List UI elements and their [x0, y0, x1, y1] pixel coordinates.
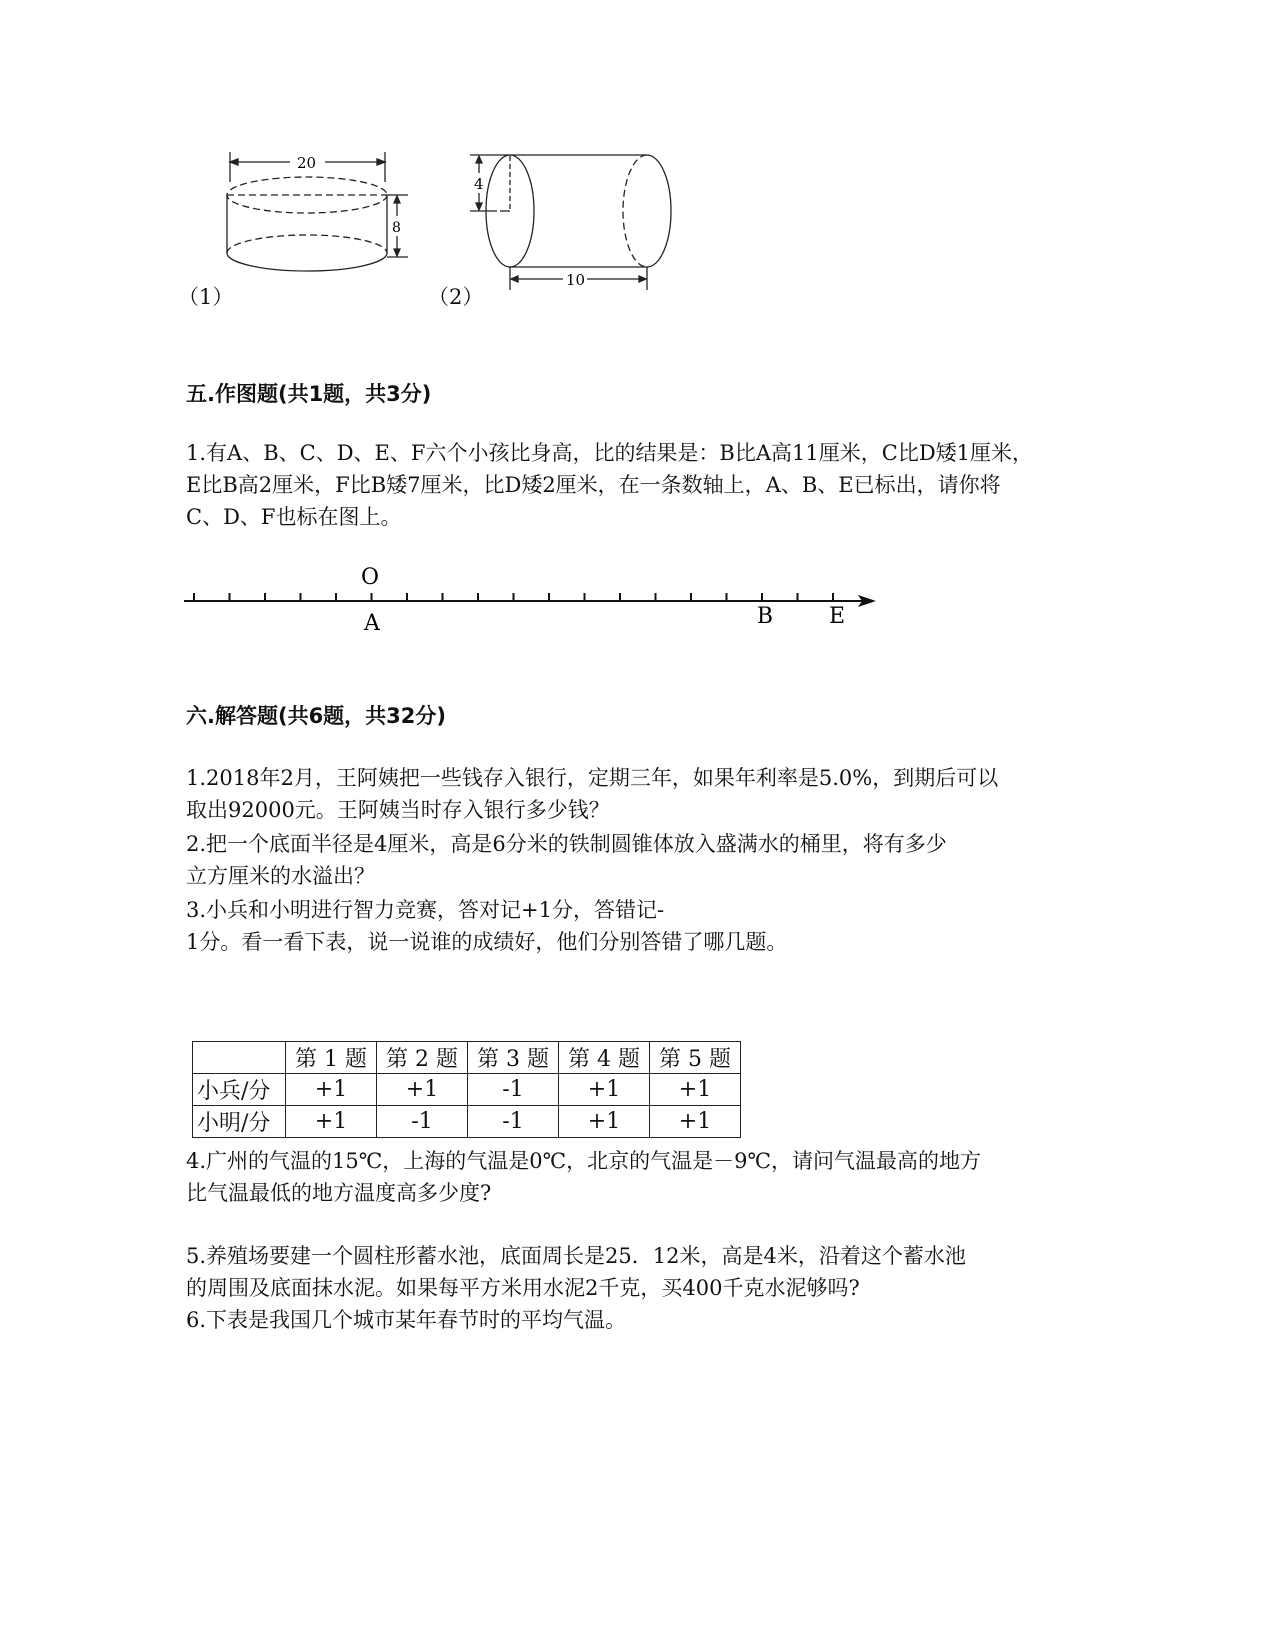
- table-header-row: [193, 1042, 741, 1074]
- table-cell: +1: [650, 1074, 741, 1106]
- fig2-label: （2）: [428, 285, 484, 309]
- table-cell: 小明/分: [193, 1106, 286, 1138]
- section6-question-1: [186, 762, 1086, 826]
- fig1-top-dimension: 20: [297, 154, 317, 172]
- section5-question-1: [186, 437, 1086, 533]
- text-line: 立方厘米的水溢出？: [186, 864, 375, 888]
- table-row: [193, 1074, 741, 1106]
- table-cell: 小兵/分: [193, 1074, 286, 1106]
- table-cell: +1: [559, 1106, 650, 1138]
- text-line: 比气温最低的地方温度高多少度?: [186, 1181, 492, 1205]
- table-cell: -1: [468, 1074, 559, 1106]
- text-line: 的周围及底面抹水泥。如果每平方米用水泥2千克，买400千克水泥够吗?: [186, 1276, 860, 1300]
- table-cell: -1: [377, 1106, 468, 1138]
- table-cell: -1: [468, 1106, 559, 1138]
- cylinder-figure-2: [465, 148, 695, 298]
- table-header-cell: 第 3 题: [468, 1042, 559, 1074]
- table-header-cell: [193, 1042, 286, 1074]
- score-table: [192, 1041, 741, 1138]
- table-cell: +1: [559, 1074, 650, 1106]
- text-line: 4.广州的气温的15℃，上海的气温是0℃，北京的气温是－9℃，请问气温最高的地方: [186, 1149, 981, 1173]
- section6-question-4: [186, 1145, 1086, 1209]
- text-line: 2.把一个底面半径是4厘米，高是6分米的铁制圆锥体放入盛满水的桶里，将有多少: [186, 832, 947, 856]
- point-label-e: E: [828, 604, 846, 629]
- table-cell: +1: [286, 1074, 377, 1106]
- text-line: 1.2018年2月，王阿姨把一些钱存入银行，定期三年，如果年利率是5.0%，到期后可以: [186, 766, 999, 790]
- text-line: 1分。看一看下表，说一说谁的成绩好，他们分别答错了哪几题。: [186, 930, 788, 954]
- text-line: 6.下表是我国几个城市某年春节时的平均气温。: [186, 1308, 627, 1332]
- fig2-left-dimension: 4: [474, 175, 484, 193]
- section6-question-6: [186, 1304, 1086, 1336]
- point-label-b: B: [756, 604, 774, 629]
- text-line: C、D、F也标在图上。: [186, 505, 402, 529]
- text-line: 3.小兵和小明进行智力竞赛，答对记+1分，答错记-: [186, 898, 665, 922]
- section6-question-2: [186, 828, 1086, 892]
- text-line: 取出92000元。王阿姨当时存入银行多少钱？: [186, 798, 610, 822]
- section6-title: 六.解答题(共6题，共32分): [186, 704, 447, 728]
- text-line: 5.养殖场要建一个圆柱形蓄水池，底面周长是25．12米，高是4米，沿着这个蓄水池: [186, 1244, 966, 1268]
- table-header-cell: 第 2 题: [377, 1042, 468, 1074]
- cylinder-figure-1: [200, 150, 430, 300]
- table-row: [193, 1106, 741, 1138]
- text-line: 1.有A、B、C、D、E、F六个小孩比身高，比的结果是：B比A高11厘米，C比D矮1厘米，: [186, 441, 1034, 465]
- point-label-a: A: [364, 611, 380, 636]
- fig2-bottom-dimension: 10: [566, 271, 586, 289]
- section5-title: 五.作图题(共1题，共3分): [186, 382, 432, 406]
- section6-question-5: [186, 1240, 1086, 1304]
- fig1-label: （1）: [178, 285, 234, 309]
- origin-label: O: [360, 565, 380, 590]
- table-header-cell: 第 5 题: [650, 1042, 741, 1074]
- table-cell: +1: [650, 1106, 741, 1138]
- number-line: [180, 560, 900, 640]
- table-cell: +1: [377, 1074, 468, 1106]
- table-header-cell: 第 1 题: [286, 1042, 377, 1074]
- fig1-right-dimension: 8: [392, 220, 401, 236]
- section6-question-3: [186, 894, 1086, 958]
- text-line: E比B高2厘米，F比B矮7厘米，比D矮2厘米，在一条数轴上，A、B、E已标出，请你将: [186, 473, 1001, 497]
- table-header-cell: 第 4 题: [559, 1042, 650, 1074]
- table-cell: +1: [286, 1106, 377, 1138]
